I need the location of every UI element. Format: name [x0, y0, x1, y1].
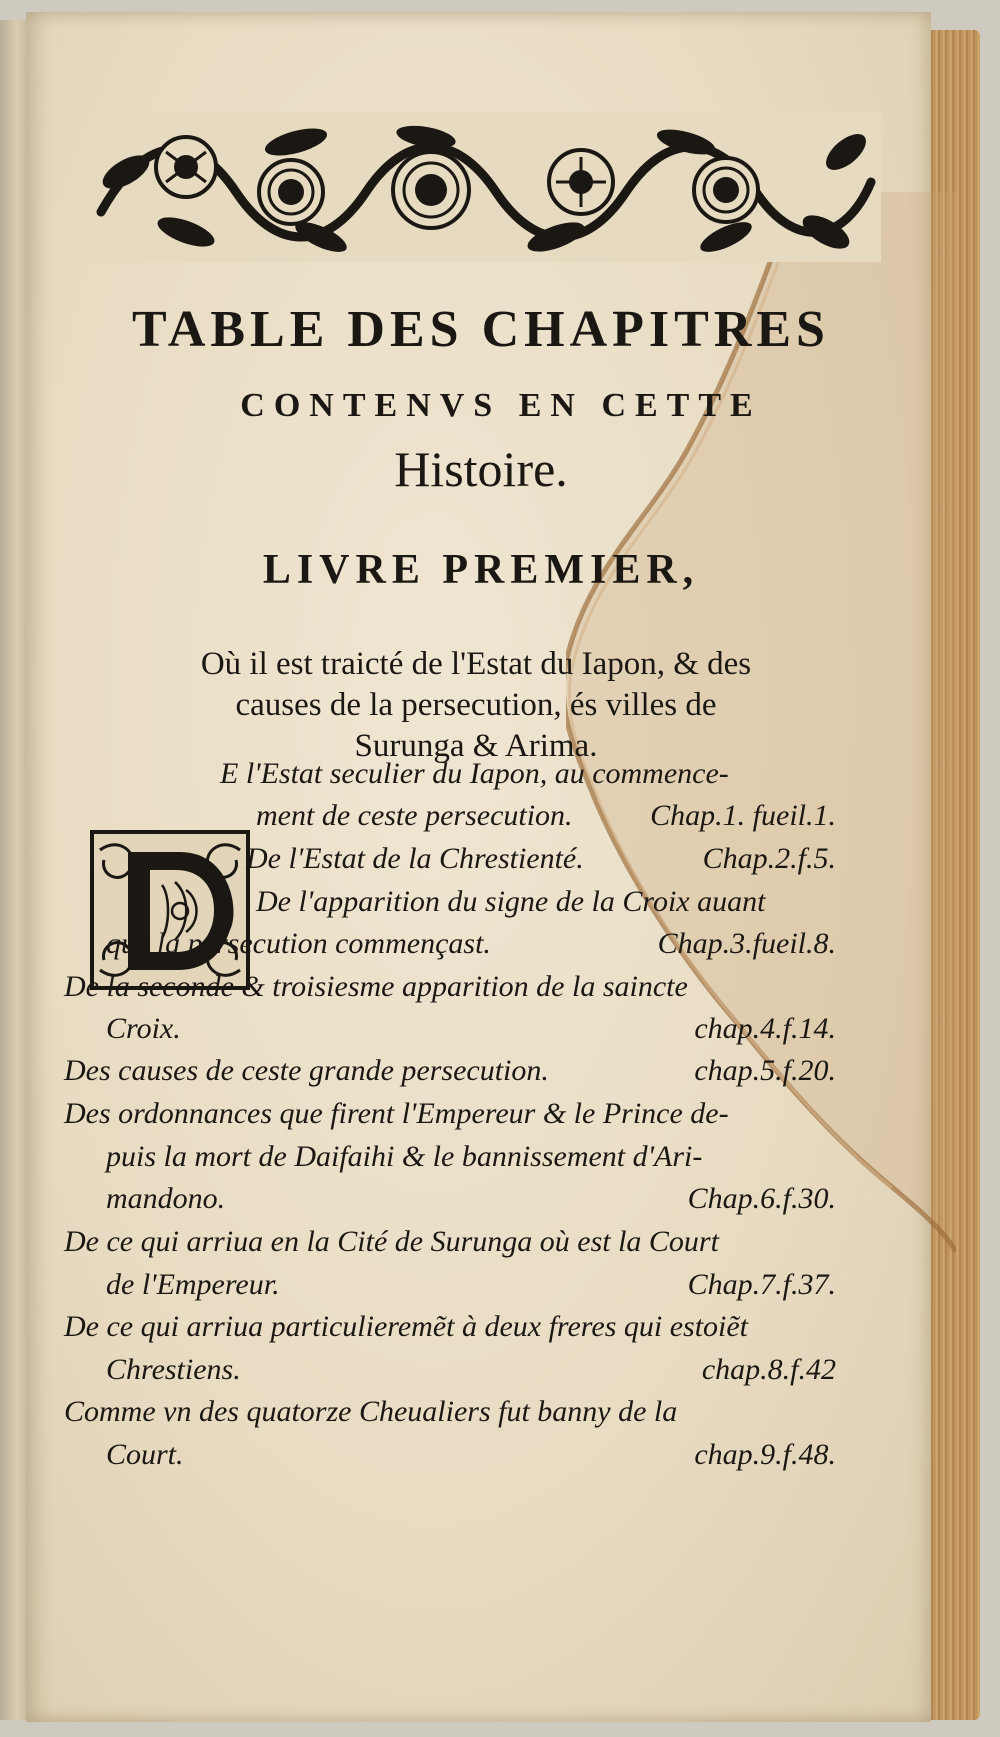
intro-line: Surunga & Arima.	[354, 728, 598, 764]
chapter-5-ref: chap.5.f.20.	[694, 1054, 836, 1087]
chapter-3-line-2: que la persecution commençast.	[106, 927, 491, 960]
chapter-5-line-1: Des causes de ceste grande persecution.	[64, 1054, 549, 1087]
chapter-3-line-1: De l'apparition du signe de la Croix auant	[256, 885, 766, 918]
decorated-initial-icon	[90, 830, 250, 990]
chapter-6-line-3: mandono.	[106, 1182, 226, 1215]
chapter-3-ref: Chap.3.fueil.8.	[657, 927, 836, 960]
page-title: TABLE DES CHAPITRES	[132, 301, 830, 358]
chapter-1-line-1: E l'Estat seculier du Iapon, au commence-	[220, 757, 729, 790]
chapter-2-line-1: De l'Estat de la Chrestienté.	[246, 842, 584, 875]
chapter-1-ref: Chap.1. fueil.1.	[650, 799, 836, 832]
book-page	[26, 12, 931, 1722]
chapter-7-line-2: de l'Empereur.	[106, 1268, 280, 1301]
chapter-7-line-1: De ce qui arriua en la Cité de Surunga où est la Court	[64, 1225, 719, 1258]
intro-line: causes de la persecution, és villes de	[235, 687, 717, 723]
page-subtitle: CONTENVS EN CETTE	[240, 387, 762, 424]
page-subtitle-word: Histoire.	[394, 441, 568, 497]
chapter-9-line-2: Court.	[106, 1438, 184, 1471]
chapter-9-line-1: Comme vn des quatorze Cheualiers fut banny de la	[64, 1395, 678, 1428]
chapter-7-ref: Chap.7.f.37.	[687, 1268, 836, 1301]
book-heading: LIVRE PREMIER,	[262, 547, 700, 593]
chapter-6-ref: Chap.6.f.30.	[687, 1182, 836, 1215]
chapter-8-line-1: De ce qui arriua particulieremẽt à deux freres qui estoiẽt	[64, 1310, 749, 1343]
left-page-edge	[0, 20, 29, 1720]
chapter-8-line-2: Chrestiens.	[106, 1353, 241, 1386]
chapter-6-line-2: puis la mort de Daifaihi & le bannissement d'Ari-	[106, 1140, 703, 1173]
intro-line: Où il est traicté de l'Estat du Iapon, & des	[200, 646, 752, 682]
chapter-4-line-1: De la seconde & troisiesme apparition de la saincte	[64, 970, 688, 1003]
chapter-4-line-2: Croix.	[106, 1012, 181, 1045]
chapter-1-line-2: ment de ceste persecution.	[256, 799, 573, 832]
chapter-9-ref: chap.9.f.48.	[694, 1438, 836, 1471]
book-intro	[96, 644, 856, 767]
chapter-8-ref: chap.8.f.42	[701, 1353, 836, 1386]
chapter-6-line-1: Des ordonnances que firent l'Empereur & le Prince de-	[64, 1097, 729, 1130]
chapter-4-ref: chap.4.f.14.	[694, 1012, 836, 1045]
chapter-2-ref: Chap.2.f.5.	[702, 842, 836, 875]
floral-headpiece-icon	[86, 112, 881, 262]
